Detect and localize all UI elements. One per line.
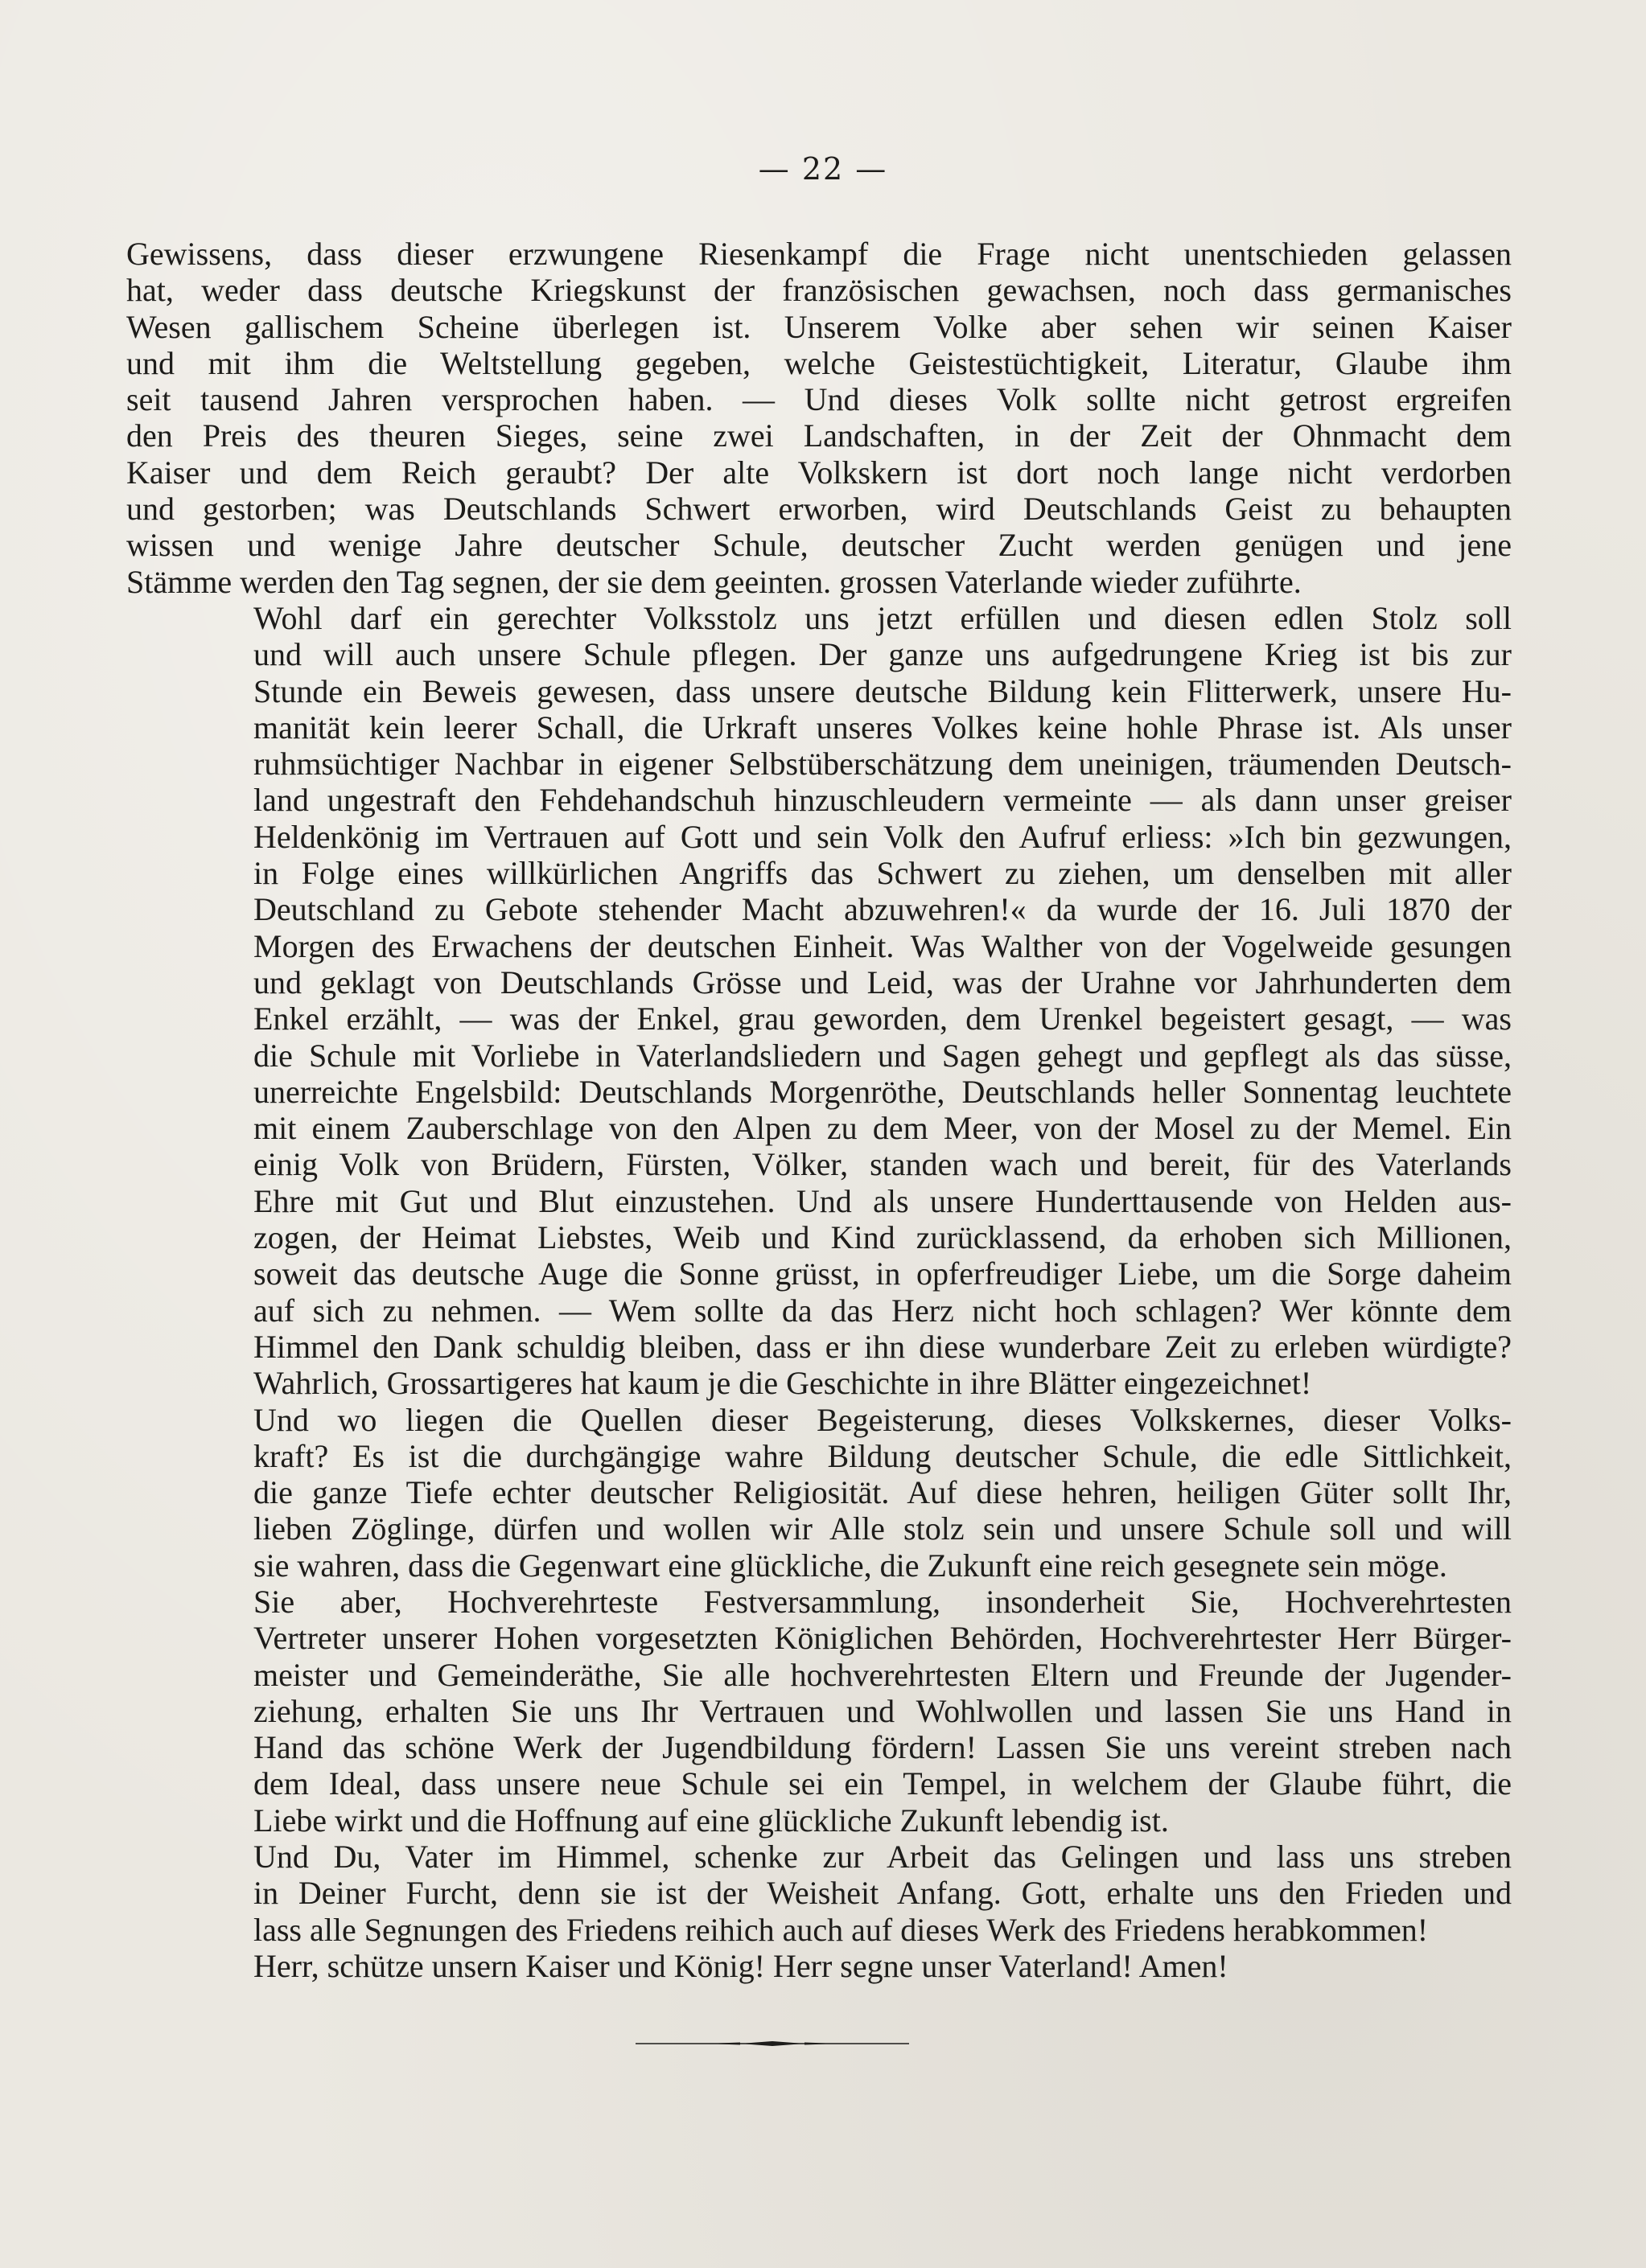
text-line: in Deiner Furcht, denn sie ist der Weisheit Anfang. Gott, erhalte uns den Frieden und bbox=[253, 1875, 1512, 1912]
text-line: und geklagt von Deutschlands Grösse und Leid, was der Urahne vor Jahrhunderten dem bbox=[253, 963, 1512, 1000]
text-line: in Folge eines willkürlichen Angriffs das Schwert zu ziehen, um denselben mit aller bbox=[253, 855, 1512, 892]
text-line: Heldenkönig im Vertrauen auf Gott und sein Volk den Aufruf erliess: »Ich bin gezwungen, bbox=[253, 818, 1512, 855]
text-line: land ungestraft den Fehdehandschuh hinzuschleudern vermeinte — als dann unser greiser bbox=[253, 782, 1512, 819]
text-line: sie wahren, dass die Gegenwart eine glückliche, die Zukunft eine reich gesegnete sein möge. bbox=[253, 1547, 1447, 1584]
text-line: die Schule mit Vorliebe in Vaterlandsliedern und Sagen gehegt und gepflegt als das süsse, bbox=[253, 1037, 1512, 1074]
text-line: Himmel den Dank schuldig bleiben, dass er ihn diese wunderbare Zeit zu erleben würdigte? bbox=[253, 1328, 1512, 1365]
paragraph bbox=[126, 236, 1512, 600]
text-line: Stunde ein Beweis gewesen, dass unsere deutsche Bildung kein Flitterwerk, unsere Hu- bbox=[253, 672, 1512, 709]
text-line: Herr, schütze unsern Kaiser und König! Herr segne unser Vaterland! Amen! bbox=[253, 1947, 1228, 1984]
text-line: Liebe wirkt und die Hoffnung auf eine glückliche Zukunft lebendig ist. bbox=[253, 1802, 1169, 1839]
paragraph bbox=[126, 1584, 1512, 1839]
text-line: und gestorben; was Deutschlands Schwert erworben, wird Deutschlands Geist zu behaupten bbox=[126, 491, 1512, 528]
text-line: wissen und wenige Jahre deutscher Schule, deutscher Zucht werden genügen und jene bbox=[126, 527, 1512, 564]
text-line: manität kein leerer Schall, die Urkraft unseres Volkes keine hohle Phrase ist. Als unser bbox=[253, 709, 1512, 746]
paragraph bbox=[126, 1948, 1512, 1984]
text-line: Sie aber, Hochverehrteste Festversammlung, insonderheit Sie, Hochverehrtesten bbox=[253, 1583, 1512, 1620]
text-line: meister und Gemeinderäthe, Sie alle hochverehrtesten Eltern und Freunde der Jugender- bbox=[253, 1656, 1512, 1693]
text-line: seit tausend Jahren versprochen haben. — Und dieses Volk sollte nicht getrost ergreifen bbox=[126, 381, 1512, 418]
text-line: Kaiser und dem Reich geraubt? Der alte Volkskern ist dort noch lange nicht verdorben bbox=[126, 454, 1512, 491]
text-line: Wesen gallischem Scheine überlegen ist. Unserem Volke aber sehen wir seinen Kaiser bbox=[126, 308, 1512, 345]
text-line: Wohl darf ein gerechter Volksstolz uns jetzt erfüllen und diesen edlen Stolz soll bbox=[253, 599, 1512, 636]
text-line: Ehre mit Gut und Blut einzustehen. Und als unsere Hunderttausende von Helden aus- bbox=[253, 1182, 1512, 1219]
text-line: einig Volk von Brüdern, Fürsten, Völker, standen wach und bereit, für des Vaterlands bbox=[253, 1146, 1512, 1183]
text-line: Deutschland zu Gebote stehender Macht abzuwehren!« da wurde der 16. Juli 1870 der bbox=[253, 891, 1512, 928]
text-line: und mit ihm die Weltstellung gegeben, welche Geistestüchtigkeit, Literatur, Glaube ihm bbox=[126, 344, 1512, 381]
text-line: soweit das deutsche Auge die Sonne grüsst, in opferfreudiger Liebe, um die Sorge daheim bbox=[253, 1255, 1512, 1292]
text-line: Hand das schöne Werk der Jugendbildung fördern! Lassen Sie uns vereint streben nach bbox=[253, 1729, 1512, 1766]
text-line: Stämme werden den Tag segnen, der sie dem geeinten. grossen Vaterlande wieder zuführte. bbox=[126, 563, 1302, 600]
text-line: Gewissens, dass dieser erzwungene Riesenkampf die Frage nicht unentschieden gelassen bbox=[126, 236, 1512, 272]
text-line: ruhmsüchtiger Nachbar in eigener Selbstüberschätzung dem uneinigen, träumenden Deutsch- bbox=[253, 746, 1512, 783]
text-line: hat, weder dass deutsche Kriegskunst der französischen gewachsen, noch dass germanisches bbox=[126, 272, 1512, 309]
text-line: Und wo liegen die Quellen dieser Begeisterung, dieses Volkskernes, dieser Volks- bbox=[253, 1401, 1512, 1438]
text-line: Wahrlich, Grossartigeres hat kaum je die Geschichte in ihre Blätter eingezeichnet! bbox=[253, 1365, 1312, 1402]
paragraph bbox=[126, 600, 1512, 1402]
closing-ornament-rule bbox=[636, 2039, 909, 2048]
text-line: dem Ideal, dass unsere neue Schule sei ein Tempel, in welchem der Glaube führt, die bbox=[253, 1765, 1512, 1802]
text-line: Morgen des Erwachens der deutschen Einheit. Was Walther von der Vogelweide gesungen bbox=[253, 927, 1512, 964]
text-line: kraft? Es ist die durchgängige wahre Bildung deutscher Schule, die edle Sittlichkeit, bbox=[253, 1437, 1512, 1474]
text-line: auf sich zu nehmen. — Wem sollte da das Herz nicht hoch schlagen? Wer könnte dem bbox=[253, 1292, 1512, 1329]
text-line: Und Du, Vater im Himmel, schenke zur Arbeit das Gelingen und lass uns streben bbox=[253, 1839, 1512, 1876]
body-text bbox=[126, 236, 1512, 1984]
text-line: Vertreter unserer Hohen vorgesetzten Königlichen Behörden, Hochverehrtester Herr Bürger- bbox=[253, 1620, 1512, 1657]
text-line: mit einem Zauberschlage von den Alpen zu dem Meer, von der Mosel zu der Memel. Ein bbox=[253, 1110, 1512, 1147]
text-line: zogen, der Heimat Liebstes, Weib und Kind zurücklassend, da erhoben sich Millionen, bbox=[253, 1219, 1512, 1256]
page-number: — 22 — bbox=[758, 151, 888, 187]
text-line: lieben Zöglinge, dürfen und wollen wir Alle stolz sein und unsere Schule soll und will bbox=[253, 1510, 1512, 1547]
paragraph bbox=[126, 1839, 1512, 1948]
text-line: die ganze Tiefe echter deutscher Religiosität. Auf diese hehren, heiligen Güter sollt Ihr, bbox=[253, 1474, 1512, 1511]
text-line: unerreichte Engelsbild: Deutschlands Morgenröthe, Deutschlands heller Sonnentag leuchtete bbox=[253, 1073, 1512, 1110]
paragraph bbox=[126, 1402, 1512, 1584]
text-line: Enkel erzählt, — was der Enkel, grau geworden, dem Urenkel begeistert gesagt, — was bbox=[253, 1000, 1512, 1037]
text-line: lass alle Segnungen des Friedens reihich auch auf dieses Werk des Friedens herabkommen! bbox=[253, 1911, 1429, 1948]
text-line: ziehung, erhalten Sie uns Ihr Vertrauen und Wohlwollen und lassen Sie uns Hand in bbox=[253, 1692, 1512, 1729]
text-line: den Preis des theuren Sieges, seine zwei Landschaften, in der Zeit der Ohnmacht dem bbox=[126, 417, 1512, 454]
text-line: und will auch unsere Schule pflegen. Der ganze uns aufgedrungene Krieg ist bis zur bbox=[253, 636, 1512, 673]
